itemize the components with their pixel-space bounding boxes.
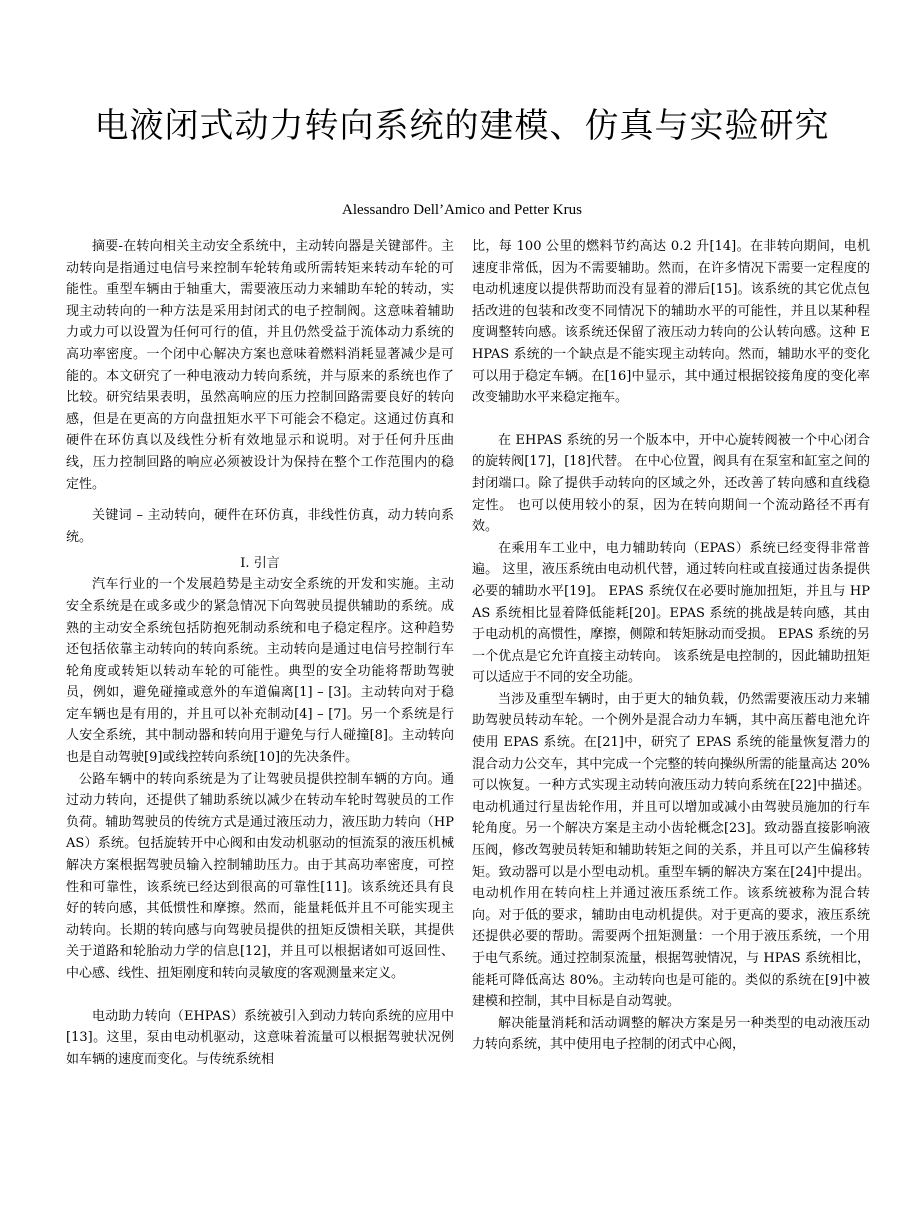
paper-title: 电液闭式动力转向系统的建模、仿真与实验研究 bbox=[94, 106, 830, 146]
keywords-paragraph: 关键词 – 主动转向，硬件在环仿真，非线性仿真，动力转向系统。 bbox=[66, 508, 454, 545]
body-paragraph: 电动助力转向（EHPAS）系统被引入到动力转向系统的应用中[13]。这里，泵由电动机驱动，这意味着流量可以根据驾驶状况例如车辆的速度而变化。与传统系统相 bbox=[66, 1008, 454, 1067]
body-paragraph: 在 EHPAS 系统的另一个版本中，开中心旋转阀被一个中心闭合的旋转阀[17]，[18]代替。 在中心位置，阀具有在泵室和缸室之间的封闭端口。除了提供手动转向的区域之外，还改善了转向感和直线稳定性。 也可以使用较小的泵，因为在转向期间一个流动路径不再有效。 bbox=[472, 432, 870, 535]
right-column bbox=[472, 236, 870, 1056]
body-paragraph: 汽车行业的一个发展趋势是主动安全系统的开发和实施。主动安全系统是在或多或少的紧急情况下向驾驶员提供辅助的系统。成熟的主动安全系统包括防抱死制动系统和电子稳定程序。这种趋势还包括依靠主动转向的转向系统。主动转向是通过电信号控制行车轮角度或转矩以转动车轮的可能性。典型的安全功能将帮助驾驶员，例如，避免碰撞或意外的车道偏离[1] – [3]。主动转向对于稳定车辆也是有用的，并且可以补充制动[4] – [7]。另一个系统是行人安全系统，其中制动器和转向用于避免与行人碰撞[8]。主动转向也是自动驾驶[9]或线控转向系统[10]的先决条件。 bbox=[66, 577, 454, 766]
paper-authors: Alessandro Dell’Amico and Petter Krus bbox=[342, 202, 582, 218]
body-paragraph: 解决能量消耗和活动调整的解决方案是另一种类型的电动液压动力转向系统，其中使用电子控制的闭式中心阀， bbox=[472, 1015, 870, 1053]
body-paragraph: 在乘用车工业中，电力辅助转向（EPAS）系统已经变得非常普遍。 这里，液压系统由电动机代替，通过转向柱或直接通过齿条提供必要的辅助水平[19]。 EPAS 系统仅在必要时施加扭矩，并且与 HPAS 系统相比显着降低能耗[20]。EPAS 系统的挑战是转向感，其由于电动机的高惯性，摩擦，侧隙和转矩脉动而受损。 EPAS 系统的另一个优点是它允许直接主动转向。 该系统是电控制的，因此辅助扭矩可以适应于不同的安全功能。 bbox=[472, 540, 870, 686]
body-paragraph: 当涉及重型车辆时，由于更大的轴负载，仍然需要液压动力来辅助驾驶员转动车轮。一个例外是混合动力车辆，其中高压蓄电池允许使用 EPAS 系统。在[21]中，研究了 EPAS 系统的能量恢复潜力的混合动力公交车，其中完成一个完整的转向操纵所需的能量高达 20%可以恢复。一种方式实现主动转向液压动力转向系统在[22]中描述。电动机通过行星齿轮作用，并且可以增加或减小由驾驶员施加的行车轮角度。另一个解决方案是主动小齿轮概念[23]。致动器直接影响液压阀，修改驾驶员转矩和辅助转矩之间的关系，并且可以产生偏移转矩。致动器可以是小型电动机。重型车辆的解决方案在[24]中提出。电动机作用在转向柱上并通过液压系统工作。该系统被称为混合转向。对于低的要求，辅助由电动机提供。对于更高的要求，液压系统还提供必要的帮助。需要两个扭矩测量：一个用于液压系统，一个用于电气系统。通过控制泵流量，根据驾驶情况，与 HPAS 系统相比，能耗可降低高达 80%。主动转向也是可能的。类似的系统在[9]中被建模和控制，其中目标是自动驾驶。 bbox=[472, 691, 870, 1010]
body-paragraph: 公路车辆中的转向系统是为了让驾驶员提供控制车辆的方向。通过动力转向，还提供了辅助系统以减少在转动车轮时驾驶员的工作负荷。辅助驾驶员的传统方式是通过液压动力，液压助力转向（HPAS）系统。包括旋转开中心阀和由发动机驱动的恒流泵的液压机械解决方案根据驾驶员输入控制辅助压力。由于其高功率密度，可控性和可靠性，该系统已经达到很高的可靠性[11]。该系统还具有良好的转向感，其低惯性和摩擦。然而，能量耗低并且不可能实现主动转向。长期的转向感与向驾驶员提供的扭矩反馈相关联，其提供关于道路和轮胎动力学的信息[12]，并且可以根据诸如可返回性、中心感、线性、扭矩刚度和转向灵敏度的客观测量来定义。 bbox=[66, 771, 454, 981]
left-column bbox=[66, 236, 454, 1070]
section-heading-introduction: I. 引言 bbox=[240, 556, 280, 572]
body-paragraph: 比，每 100 公里的燃料节约高达 0.2 升[14]。在非转向期间，电机速度非常低，因为不需要辅助。然而，在许多情况下需要一定程度的电动机速度以提供帮助而没有显着的滞后[15]。该系统的其它优点包括改进的包装和改变不同情况下的辅助水平的可能性，并且以某种程度调整转向感。该系统还保留了液压动力转向的公认转向感。这种 EHPAS 系统的一个缺点是不能实现主动转向。然而，辅助水平的变化可以用于稳定车辆。在[16]中显示，其中通过根据铰接角度的变化率改变辅助水平来稳定拖车。 bbox=[472, 239, 870, 406]
abstract-paragraph: 摘要-在转向相关主动安全系统中，主动转向器是关键部件。主动转向是指通过电信号来控制车轮转角或所需转矩来转动车轮的可能性。重型车辆由于轴重大，需要液压动力来辅助车轮的转动，实现主动转向的一种方法是采用封闭式的电子控制阀。这意味着辅助力或力可以设置为任何可行的值，并且仍然受益于流体动力系统的高功率密度。一个闭中心解决方案也意味着燃料消耗显著减少是可能的。本文研究了一种电液动力转向系统，并与原来的系统也作了比较。研究结果表明，虽然高响应的压力控制回路需要良好的转向感，但是在更高的方向盘扭矩水平下可能会不稳定。这通过仿真和硬件在环仿真以及线性分析有效地显示和说明。对于任何升压曲线，压力控制回路的响应必须被设计为保持在整个工作范围内的稳定性。 bbox=[66, 239, 454, 492]
